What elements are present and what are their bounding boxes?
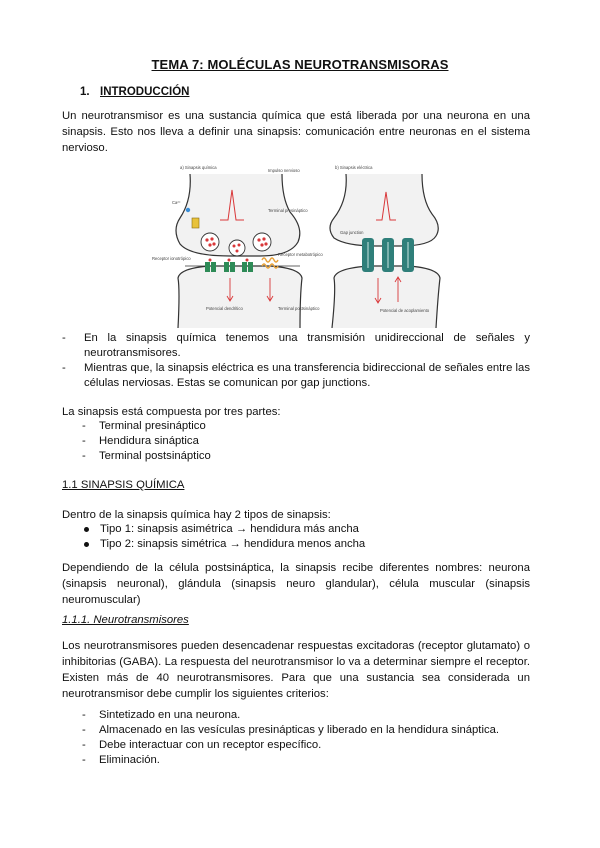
list-item-text: Terminal postsináptico bbox=[99, 450, 211, 462]
label-metabotropic: Receptor metabotrópico bbox=[278, 252, 323, 257]
dash-marker: - bbox=[82, 754, 86, 766]
text-line: nervioso. bbox=[62, 142, 108, 154]
metabotropic-receptor bbox=[262, 258, 278, 262]
neurotransmitter-paragraph bbox=[62, 638, 530, 702]
list-item-text: Tipo 2: sinapsis simétrica → hendidura menos ancha bbox=[100, 538, 366, 550]
list-item-text: Eliminación. bbox=[99, 754, 160, 766]
section-title: INTRODUCCIÓN bbox=[100, 86, 190, 98]
presynaptic-terminal-electrical bbox=[330, 174, 438, 246]
dash-marker: - bbox=[82, 739, 86, 751]
list-item bbox=[62, 753, 532, 768]
label-gap-junction: Gap junction bbox=[340, 230, 364, 235]
gap-junctions bbox=[362, 238, 414, 272]
types-intro: Dentro de la sinapsis química hay 2 tipos de sinapsis: bbox=[62, 509, 331, 521]
list-item-text: Hendidura sináptica bbox=[99, 435, 199, 447]
label-potential-dendritic: Potencial dendrítico bbox=[206, 306, 243, 311]
list-item bbox=[62, 723, 532, 738]
text-line: En la sinapsis química tenemos una transmisión unidireccional de señales y bbox=[84, 332, 530, 344]
list-item bbox=[62, 537, 532, 552]
text-line: Los neurotransmisores pueden desencadenar respuestas excitadoras (receptor glutamato) o bbox=[62, 640, 530, 652]
intro-paragraph bbox=[62, 108, 530, 156]
list-item bbox=[62, 361, 530, 391]
criteria-list bbox=[62, 708, 532, 768]
dash-marker: - bbox=[82, 435, 86, 447]
text-line: células nerviosas. Estas se comunican por gap junctions. bbox=[84, 377, 371, 389]
dash-marker: - bbox=[82, 709, 86, 721]
label-calcium: Ca²⁺ bbox=[172, 200, 181, 205]
list-item bbox=[62, 419, 532, 434]
list-item-text: Tipo 1: sinapsis asimétrica → hendidura más ancha bbox=[100, 523, 359, 535]
calcium-ion bbox=[186, 208, 190, 212]
list-item bbox=[62, 449, 532, 464]
dash-marker: - bbox=[82, 450, 86, 462]
text-line: inhibitorias (GABA). La respuesta del neurotransmisor lo va a determinar siempre el receptor. bbox=[62, 656, 530, 668]
parts-intro: La sinapsis está compuesta por tres partes: bbox=[62, 406, 281, 418]
label-potential-coupling: Potencial de acoplamiento bbox=[380, 308, 430, 313]
label-presynaptic: Terminal presináptico bbox=[268, 208, 308, 213]
list-item bbox=[62, 708, 532, 723]
text-line: (sinapsis neuronal), glándula (sinapsis neuro glandular), célula muscular (sinapsis bbox=[62, 578, 530, 590]
text-line: sinapsis. Esto nos lleva a definir una sinapsis: comunicación entre neuronas en el sistema bbox=[62, 126, 530, 138]
text-line: Mientras que, la sinapsis eléctrica es una transferencia bidireccional de señales entre las bbox=[84, 362, 530, 374]
text-line: Un neurotransmisor es una sustancia química que está liberada por una neurona en una bbox=[62, 110, 530, 122]
label-impulse: Impulso nervioso bbox=[268, 168, 300, 173]
text-line: neurotransmisores. bbox=[84, 347, 181, 359]
list-item-text: Terminal presináptico bbox=[99, 420, 206, 432]
postsynaptic-paragraph bbox=[62, 560, 530, 608]
list-item bbox=[62, 522, 532, 537]
dash-marker: - bbox=[62, 332, 66, 344]
synapse-bullet-list bbox=[62, 331, 530, 391]
label-postsynaptic: Terminal postsináptico bbox=[278, 306, 320, 311]
list-item bbox=[62, 331, 530, 361]
postsynaptic-terminal-chemical bbox=[178, 266, 302, 328]
types-list bbox=[62, 522, 532, 552]
list-item bbox=[62, 738, 532, 753]
text-line: Existen más de 40 neurotransmisores. Para que una sustancia sea considerada un bbox=[62, 672, 530, 684]
dash-marker: - bbox=[82, 724, 86, 736]
section-number: 1. bbox=[80, 86, 90, 98]
list-item-text: Almacenado en las vesículas presinápticas y liberado en la hendidura sináptica. bbox=[99, 724, 500, 736]
bullet-dot-icon bbox=[84, 542, 89, 547]
text-line: neuromuscular) bbox=[62, 594, 141, 606]
parts-list bbox=[62, 419, 532, 464]
dash-marker: - bbox=[62, 362, 66, 374]
page-title: TEMA 7: MOLÉCULAS NEUROTRANSMISORAS bbox=[151, 57, 449, 72]
figure-label-chemical: a) Sinapsis química bbox=[180, 165, 217, 170]
list-item-text: Debe interactuar con un receptor específico. bbox=[99, 739, 322, 751]
calcium-channel bbox=[192, 218, 199, 228]
list-item-text: Sintetizado en una neurona. bbox=[99, 709, 241, 721]
list-item bbox=[62, 434, 532, 449]
section-heading-introduccion bbox=[80, 86, 189, 98]
text-line: Dependiendo de la célula postsináptica, la sinapsis recibe diferentes nombres: neurona bbox=[62, 562, 530, 574]
text-line: neurotransmisor debe cumplir los siguientes criterios: bbox=[62, 688, 329, 700]
ionotropic-receptors bbox=[205, 259, 253, 273]
dash-marker: - bbox=[82, 420, 86, 432]
section-heading-sinapsis-quimica: 1.1 SINAPSIS QUÍMICA bbox=[62, 479, 185, 491]
section-heading-neurotransmisores: 1.1.1. Neurotransmisores bbox=[62, 614, 189, 626]
synapse-figure bbox=[150, 160, 448, 328]
label-ionotropic: Receptor ionotrópico bbox=[152, 256, 191, 261]
postsynaptic-terminal-electrical bbox=[332, 266, 440, 328]
figure-label-electrical: b) Sinapsis eléctrica bbox=[335, 165, 373, 170]
bullet-dot-icon bbox=[84, 527, 89, 532]
